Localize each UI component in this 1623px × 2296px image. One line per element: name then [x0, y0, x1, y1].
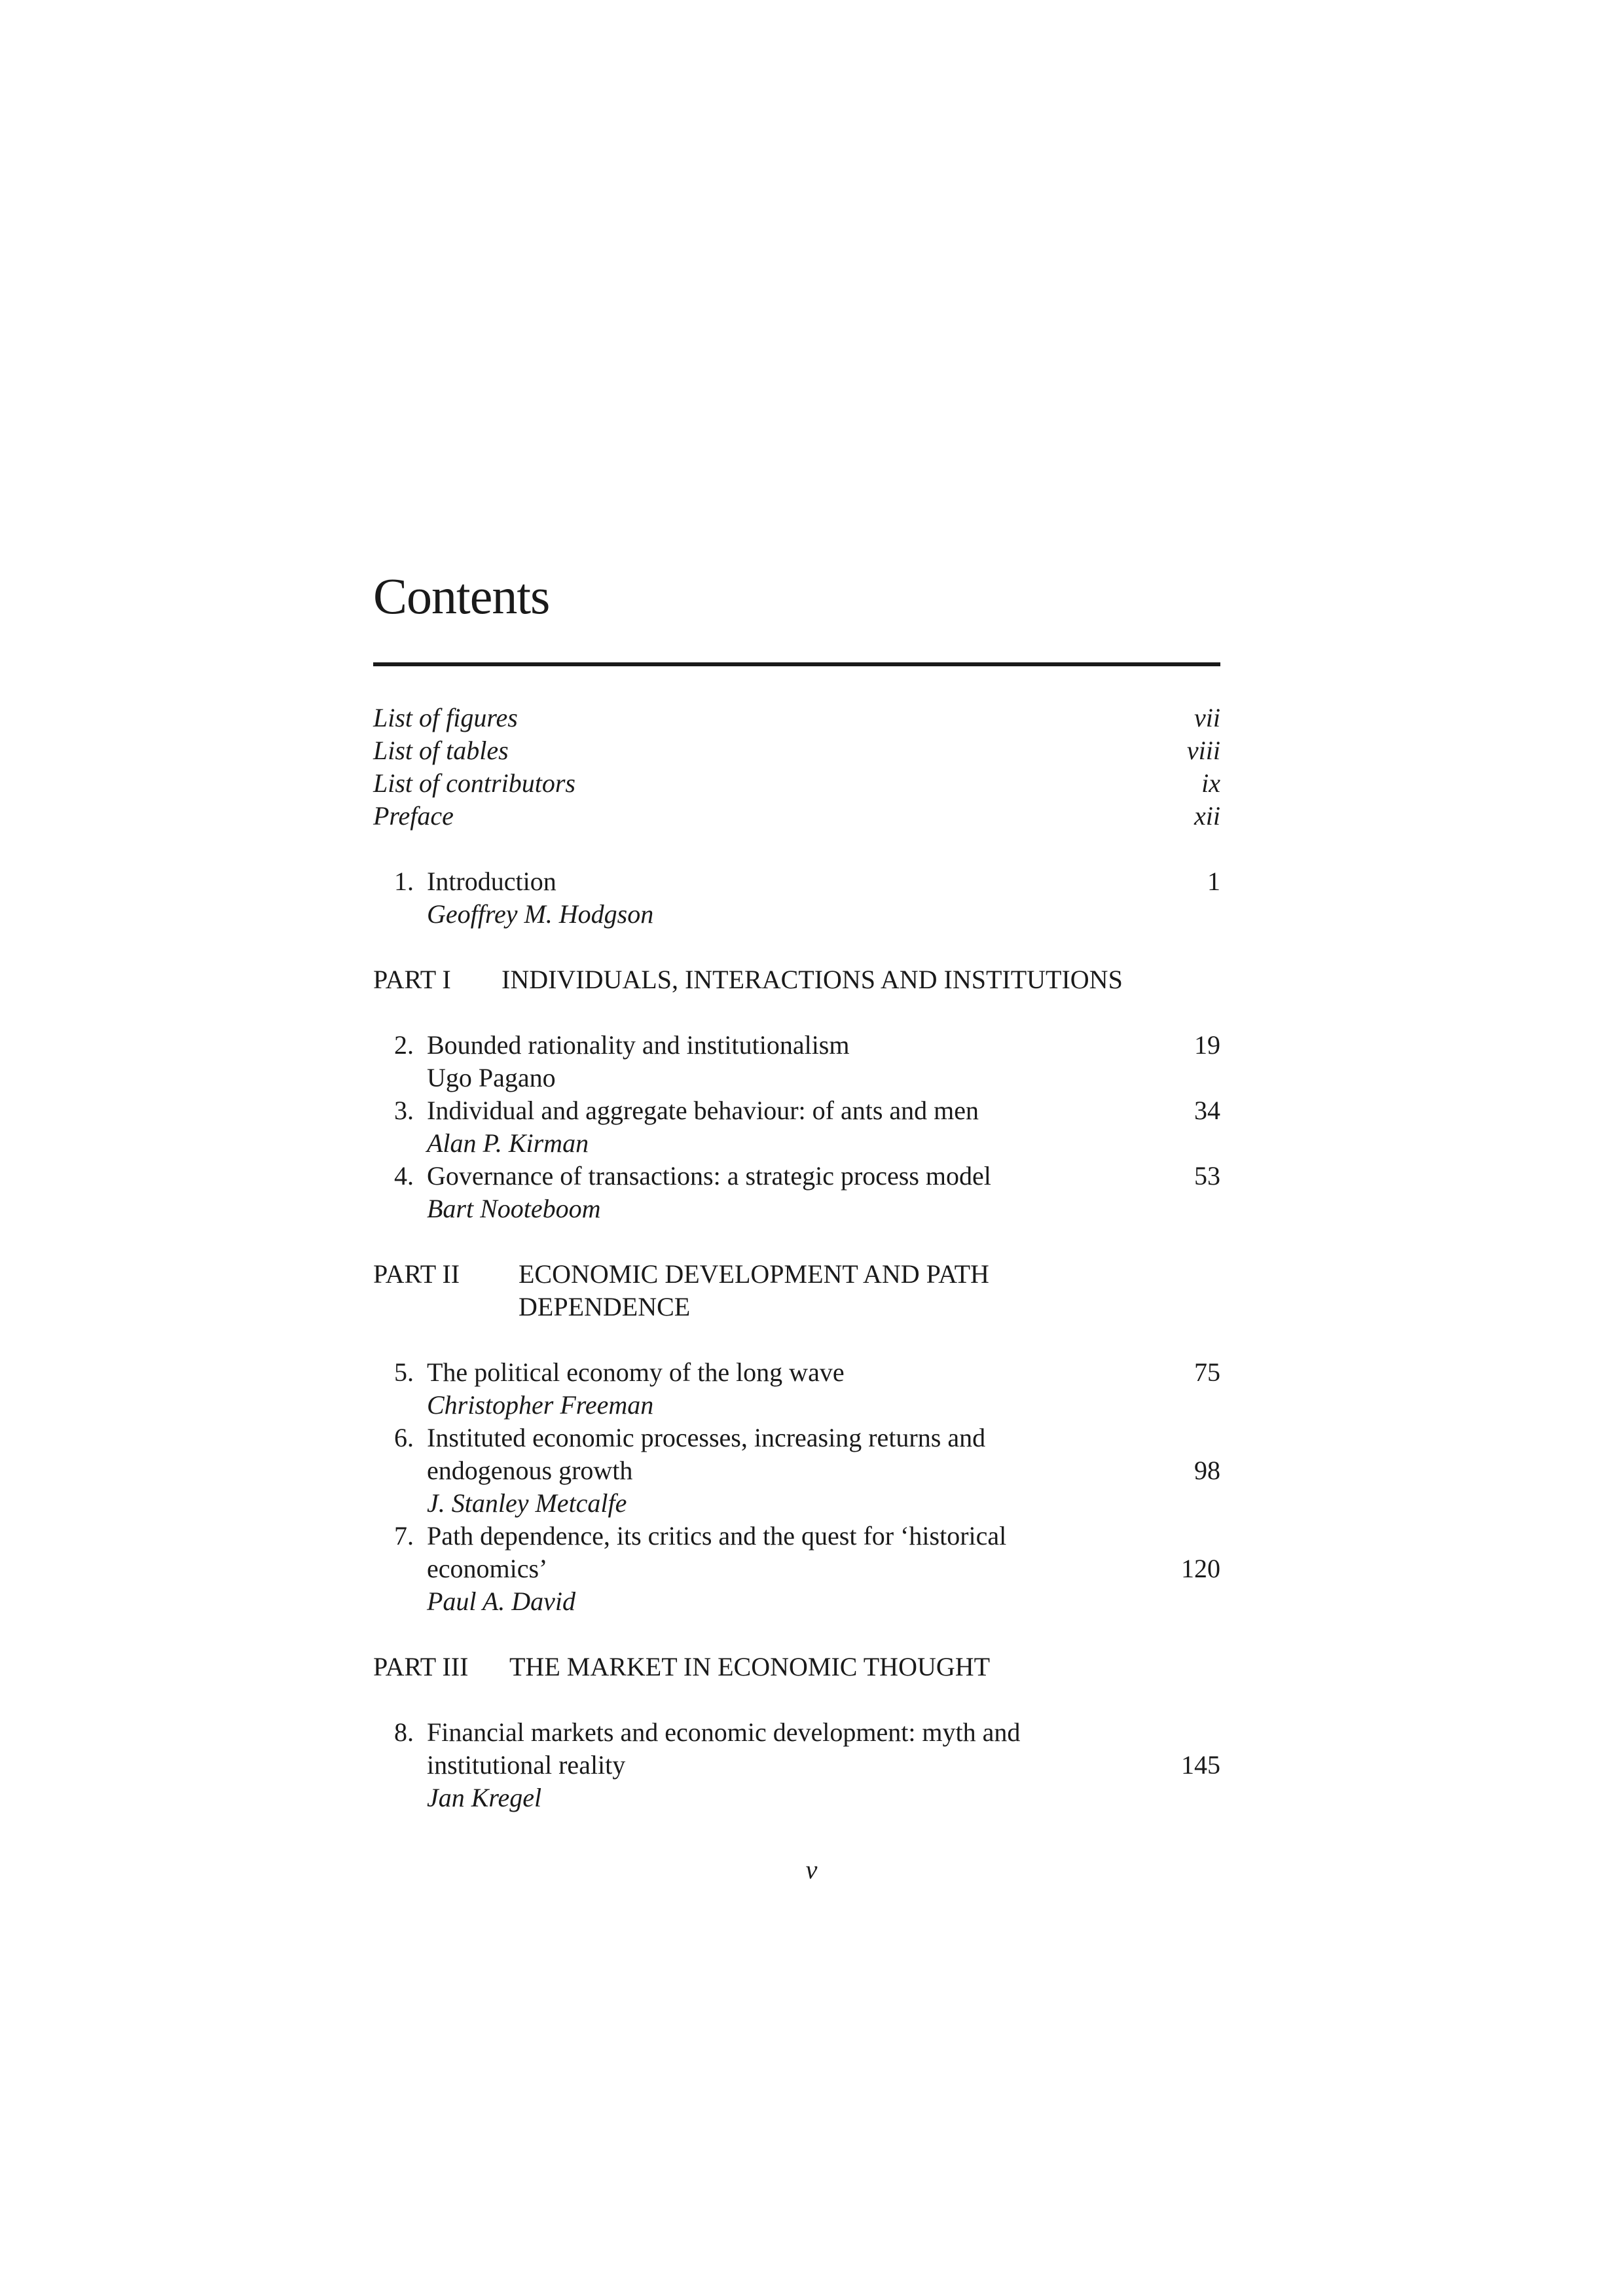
entry-title: List of figures [373, 703, 518, 732]
chapter-title: Bounded rationality and institutionalism [427, 1030, 850, 1060]
chapter-entry [373, 1356, 1220, 1389]
entry-title: List of tables [373, 736, 509, 765]
part-heading [373, 1258, 1220, 1291]
chapter-author: Bart Nooteboom [427, 1194, 601, 1223]
part-title: THE MARKET IN ECONOMIC THOUGHT [509, 1652, 991, 1681]
chapter-author-row [373, 1062, 1220, 1094]
chapter-page: 34 [1194, 1096, 1220, 1125]
title-rule [373, 662, 1220, 666]
entry-title: Preface [373, 801, 454, 831]
chapter-number: 6. [394, 1423, 414, 1452]
chapter-page: 75 [1194, 1357, 1220, 1387]
part-heading-continued [373, 1291, 1220, 1323]
toc-entry [373, 702, 1220, 734]
chapter-author: Jan Kregel [427, 1783, 542, 1812]
part-label: PART II [373, 1259, 460, 1289]
chapter-title: Path dependence, its critics and the quest for ‘historical [427, 1521, 1007, 1551]
chapter-author-row [373, 1193, 1220, 1225]
chapter-number: 8. [394, 1717, 414, 1747]
chapter-entry [373, 1029, 1220, 1062]
entry-title: List of contributors [373, 768, 575, 798]
toc-entry [373, 767, 1220, 800]
chapter-author: Alan P. Kirman [427, 1128, 589, 1158]
entry-page: vii [1194, 703, 1220, 732]
chapter-title-line2: endogenous growth [427, 1456, 633, 1485]
chapter-number: 5. [394, 1357, 414, 1387]
chapter-page: 53 [1194, 1161, 1220, 1191]
part-heading [373, 1651, 1220, 1683]
chapter-title-line2: institutional reality [427, 1750, 626, 1780]
part-heading [373, 963, 1220, 996]
toc-entry [373, 800, 1220, 833]
part-title: ECONOMIC DEVELOPMENT AND PATH [519, 1259, 989, 1289]
chapter-entry-continued [373, 1454, 1220, 1487]
part-label: PART I [373, 965, 451, 994]
chapter-title: Introduction [427, 867, 556, 896]
chapter-author-row [373, 1487, 1220, 1520]
chapter-author: Paul A. David [427, 1587, 576, 1616]
chapter-page: 98 [1194, 1456, 1220, 1485]
chapter-author-row [373, 1389, 1220, 1422]
chapter-page: 120 [1181, 1554, 1220, 1583]
chapter-number: 1. [394, 867, 414, 896]
chapter-author-row [373, 1127, 1220, 1160]
chapter-author: Geoffrey M. Hodgson [427, 899, 654, 929]
chapter-title: Instituted economic processes, increasing returns and [427, 1423, 986, 1452]
entry-page: xii [1194, 801, 1220, 831]
chapter-number: 3. [394, 1096, 414, 1125]
chapter-entry [373, 1422, 1220, 1454]
chapter-entry-continued [373, 1749, 1220, 1782]
chapter-entry [373, 1094, 1220, 1127]
entry-page: viii [1186, 736, 1220, 765]
chapter-page: 145 [1181, 1750, 1220, 1780]
part-title-line2: DEPENDENCE [519, 1292, 691, 1321]
chapter-entry [373, 1520, 1220, 1552]
chapter-entry-continued [373, 1552, 1220, 1585]
page-number: v [805, 1855, 818, 1884]
chapter-title: Financial markets and economic development: myth and [427, 1717, 1021, 1747]
chapter-entry [373, 1160, 1220, 1193]
chapter-author-row [373, 1585, 1220, 1618]
chapter-page: 1 [1207, 867, 1220, 896]
chapter-title: The political economy of the long wave [427, 1357, 845, 1387]
page-title: Contents [373, 567, 550, 624]
entry-page: ix [1201, 768, 1220, 798]
chapter-author: J. Stanley Metcalfe [427, 1488, 627, 1518]
toc-entry [373, 734, 1220, 767]
part-title: INDIVIDUALS, INTERACTIONS AND INSTITUTIONS [501, 965, 1123, 994]
chapter-title: Governance of transactions: a strategic process model [427, 1161, 991, 1191]
chapter-number: 7. [394, 1521, 414, 1551]
chapter-author: Ugo Pagano [427, 1063, 556, 1092]
chapter-author: Christopher Freeman [427, 1390, 654, 1420]
chapter-number: 4. [394, 1161, 414, 1191]
chapter-author-row [373, 898, 1220, 931]
chapter-number: 2. [394, 1030, 414, 1060]
chapter-entry [373, 865, 1220, 898]
part-label: PART III [373, 1652, 469, 1681]
chapter-entry [373, 1716, 1220, 1749]
chapter-title-line2: economics’ [427, 1554, 548, 1583]
chapter-author-row [373, 1782, 1220, 1814]
chapter-title: Individual and aggregate behaviour: of ants and men [427, 1096, 979, 1125]
chapter-page: 19 [1194, 1030, 1220, 1060]
